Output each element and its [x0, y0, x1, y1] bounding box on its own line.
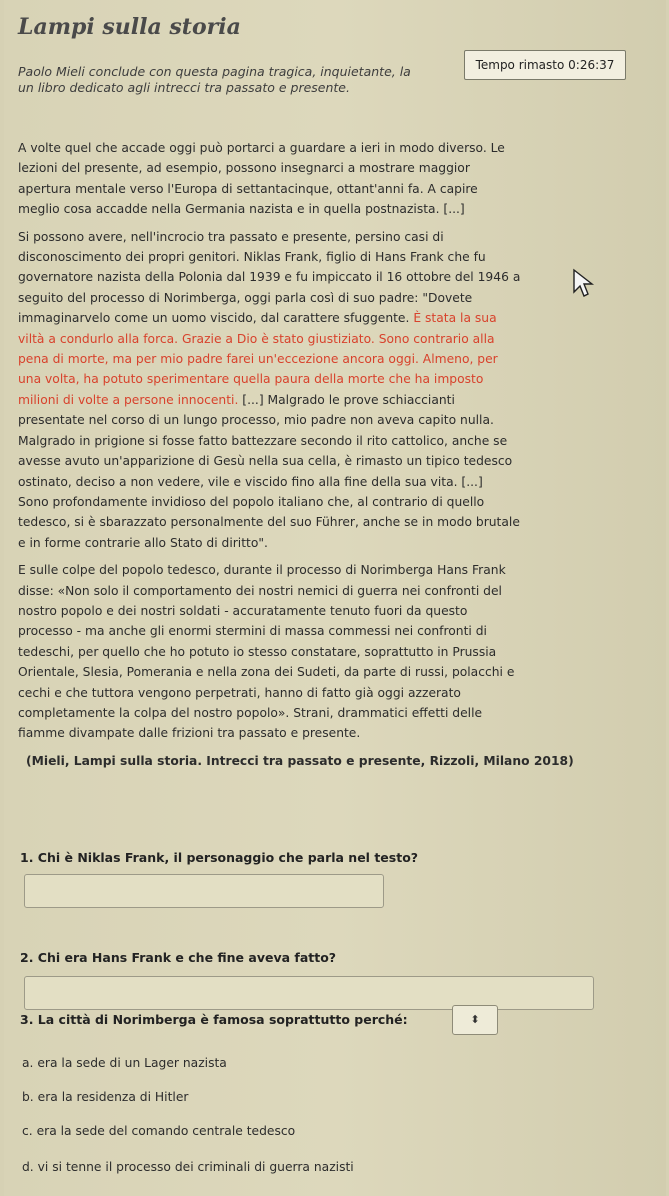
text-line: A volte quel che accade oggi può portarci a guardare a ieri in modo diverso. Le: [18, 141, 505, 155]
text-line: completamente la colpa del nostro popolo». Strani, drammatici effetti delle: [18, 705, 483, 720]
exercise-page: [4, 0, 666, 1196]
text-line: disconoscimento dei propri genitori. Niklas Frank, figlio di Hans Frank che fu: [18, 250, 486, 265]
text-line: governatore nazista della Polonia dal 1939 e fu impiccato il 16 ottobre del 1946 a: [18, 270, 521, 285]
reading-passage: [18, 138, 658, 778]
text-line: fiamme divampate dalle frizioni tra passato e presente.: [18, 726, 361, 741]
text-line: nostro popolo e dei nostri soldati - accuratamente tenuto fuori da questo: [18, 603, 468, 618]
question-3-select[interactable]: [452, 1005, 498, 1035]
option-b: b. era la residenza di Hitler: [22, 1090, 189, 1104]
question-3-label: 3. La città di Norimberga è famosa soprattutto perché:: [20, 1012, 408, 1027]
intro-line-1: Paolo Mieli conclude con questa pagina tragica, inquietante, la: [18, 64, 411, 79]
select-arrows-icon: ⬍: [470, 1013, 480, 1026]
highlighted-text: pena di morte, ma per mio padre farei un'eccezione ancora oggi. Almeno, per: [18, 352, 498, 367]
option-c: c. era la sede del comando centrale tedesco: [22, 1124, 296, 1138]
text-line: ostinato, deciso a non vedere, vile e viscido fino alla fine della sua vita. [...]: [18, 474, 483, 489]
text-fragment: [...] Malgrado le prove schiaccianti: [238, 392, 455, 407]
paragraph-3: [18, 560, 658, 744]
text-line: e in forme contrarie allo Stato di diritto".: [18, 535, 268, 550]
text-line: processo - ma anche gli enormi stermini di massa commessi nei confronti di: [18, 624, 487, 639]
text-line: [18, 308, 658, 328]
text-line: avesse avuto un'apparizione di Gesù nella sua cella, è rimasto un tipico tedesco: [18, 454, 513, 469]
text-line: Si possono avere, nell'incrocio tra passato e presente, persino casi di: [18, 229, 444, 244]
highlighted-text: una volta, ha potuto sperimentare quella paura della morte che ha imposto: [18, 372, 484, 387]
highlighted-text: milioni di volte a persone innocenti.: [18, 392, 239, 407]
citation-text: (Mieli, Lampi sulla storia. Intrecci tra passato e presente, Rizzoli, Milano 2018): [26, 753, 574, 768]
mouse-pointer-icon: [572, 268, 596, 298]
question-2-label: 2. Chi era Hans Frank e che fine aveva fatto?: [20, 950, 337, 965]
text-line: lezioni del presente, ad esempio, possono insegnarci a mostrare maggior: [18, 161, 470, 176]
text-fragment: immaginarvelo come un uomo viscido, dal carattere sfuggente.: [18, 311, 410, 326]
question-1-answer-input[interactable]: [24, 874, 384, 908]
text-line: [18, 390, 658, 410]
text-line: disse: «Non solo il comportamento dei nostri nemici di guerra nei confronti del: [18, 583, 502, 598]
paragraph-1: [18, 138, 658, 220]
text-line: E sulle colpe del popolo tedesco, durante il processo di Norimberga Hans Frank: [18, 563, 506, 578]
text-line: tedeschi, per quello che ho potuto io stesso constatare, soprattutto in Prussia: [18, 644, 497, 659]
text-line: Sono profondamente invidioso del popolo italiano che, al contrario di quello: [18, 494, 485, 509]
page-title: Lampi sulla storia: [18, 14, 241, 40]
intro-line-2: un libro dedicato agli intrecci tra passato e presente.: [18, 80, 350, 95]
question-2-answer-input[interactable]: [24, 976, 594, 1010]
text-line: Orientale, Slesia, Pomerania e nella zona dei Sudeti, da parte di russi, polacchi e: [18, 665, 515, 680]
question-1-label: 1. Chi è Niklas Frank, il personaggio che parla nel testo?: [20, 850, 419, 865]
text-line: tedesco, si è sbarazzato personalmente del suo Führer, anche se in modo brutale: [18, 515, 520, 530]
highlighted-text: viltà a condurlo alla forca. Grazie a Dio è stato giustiziato. Sono contrario alla: [18, 331, 495, 346]
text-line: meglio cosa accadde nella Germania nazista e in quella postnazista. [...]: [18, 202, 465, 217]
option-a: a. era la sede di un Lager nazista: [22, 1056, 227, 1070]
text-line: seguito del processo di Norimberga, oggi parla così di suo padre: "Dovete: [18, 290, 473, 305]
text-line: Malgrado in prigione si fosse fatto battezzare secondo il rito cattolico, anche se: [18, 433, 508, 448]
highlighted-text: È stata la sua: [409, 311, 497, 326]
paragraph-2: [18, 227, 658, 554]
text-line: cechi e che tuttora vengono perpetrati, hanno di fatto già oggi azzerato: [18, 685, 461, 700]
time-remaining-badge: Tempo rimasto 0:26:37: [464, 50, 626, 80]
source-citation: [26, 751, 658, 771]
text-line: presentate nel corso di un lungo processo, mio padre non aveva capito nulla.: [18, 413, 494, 428]
option-d: d. vi si tenne il processo dei criminali di guerra nazisti: [22, 1160, 354, 1174]
text-line: apertura mentale verso l'Europa di settantacinque, ottant'anni fa. A capire: [18, 181, 478, 196]
